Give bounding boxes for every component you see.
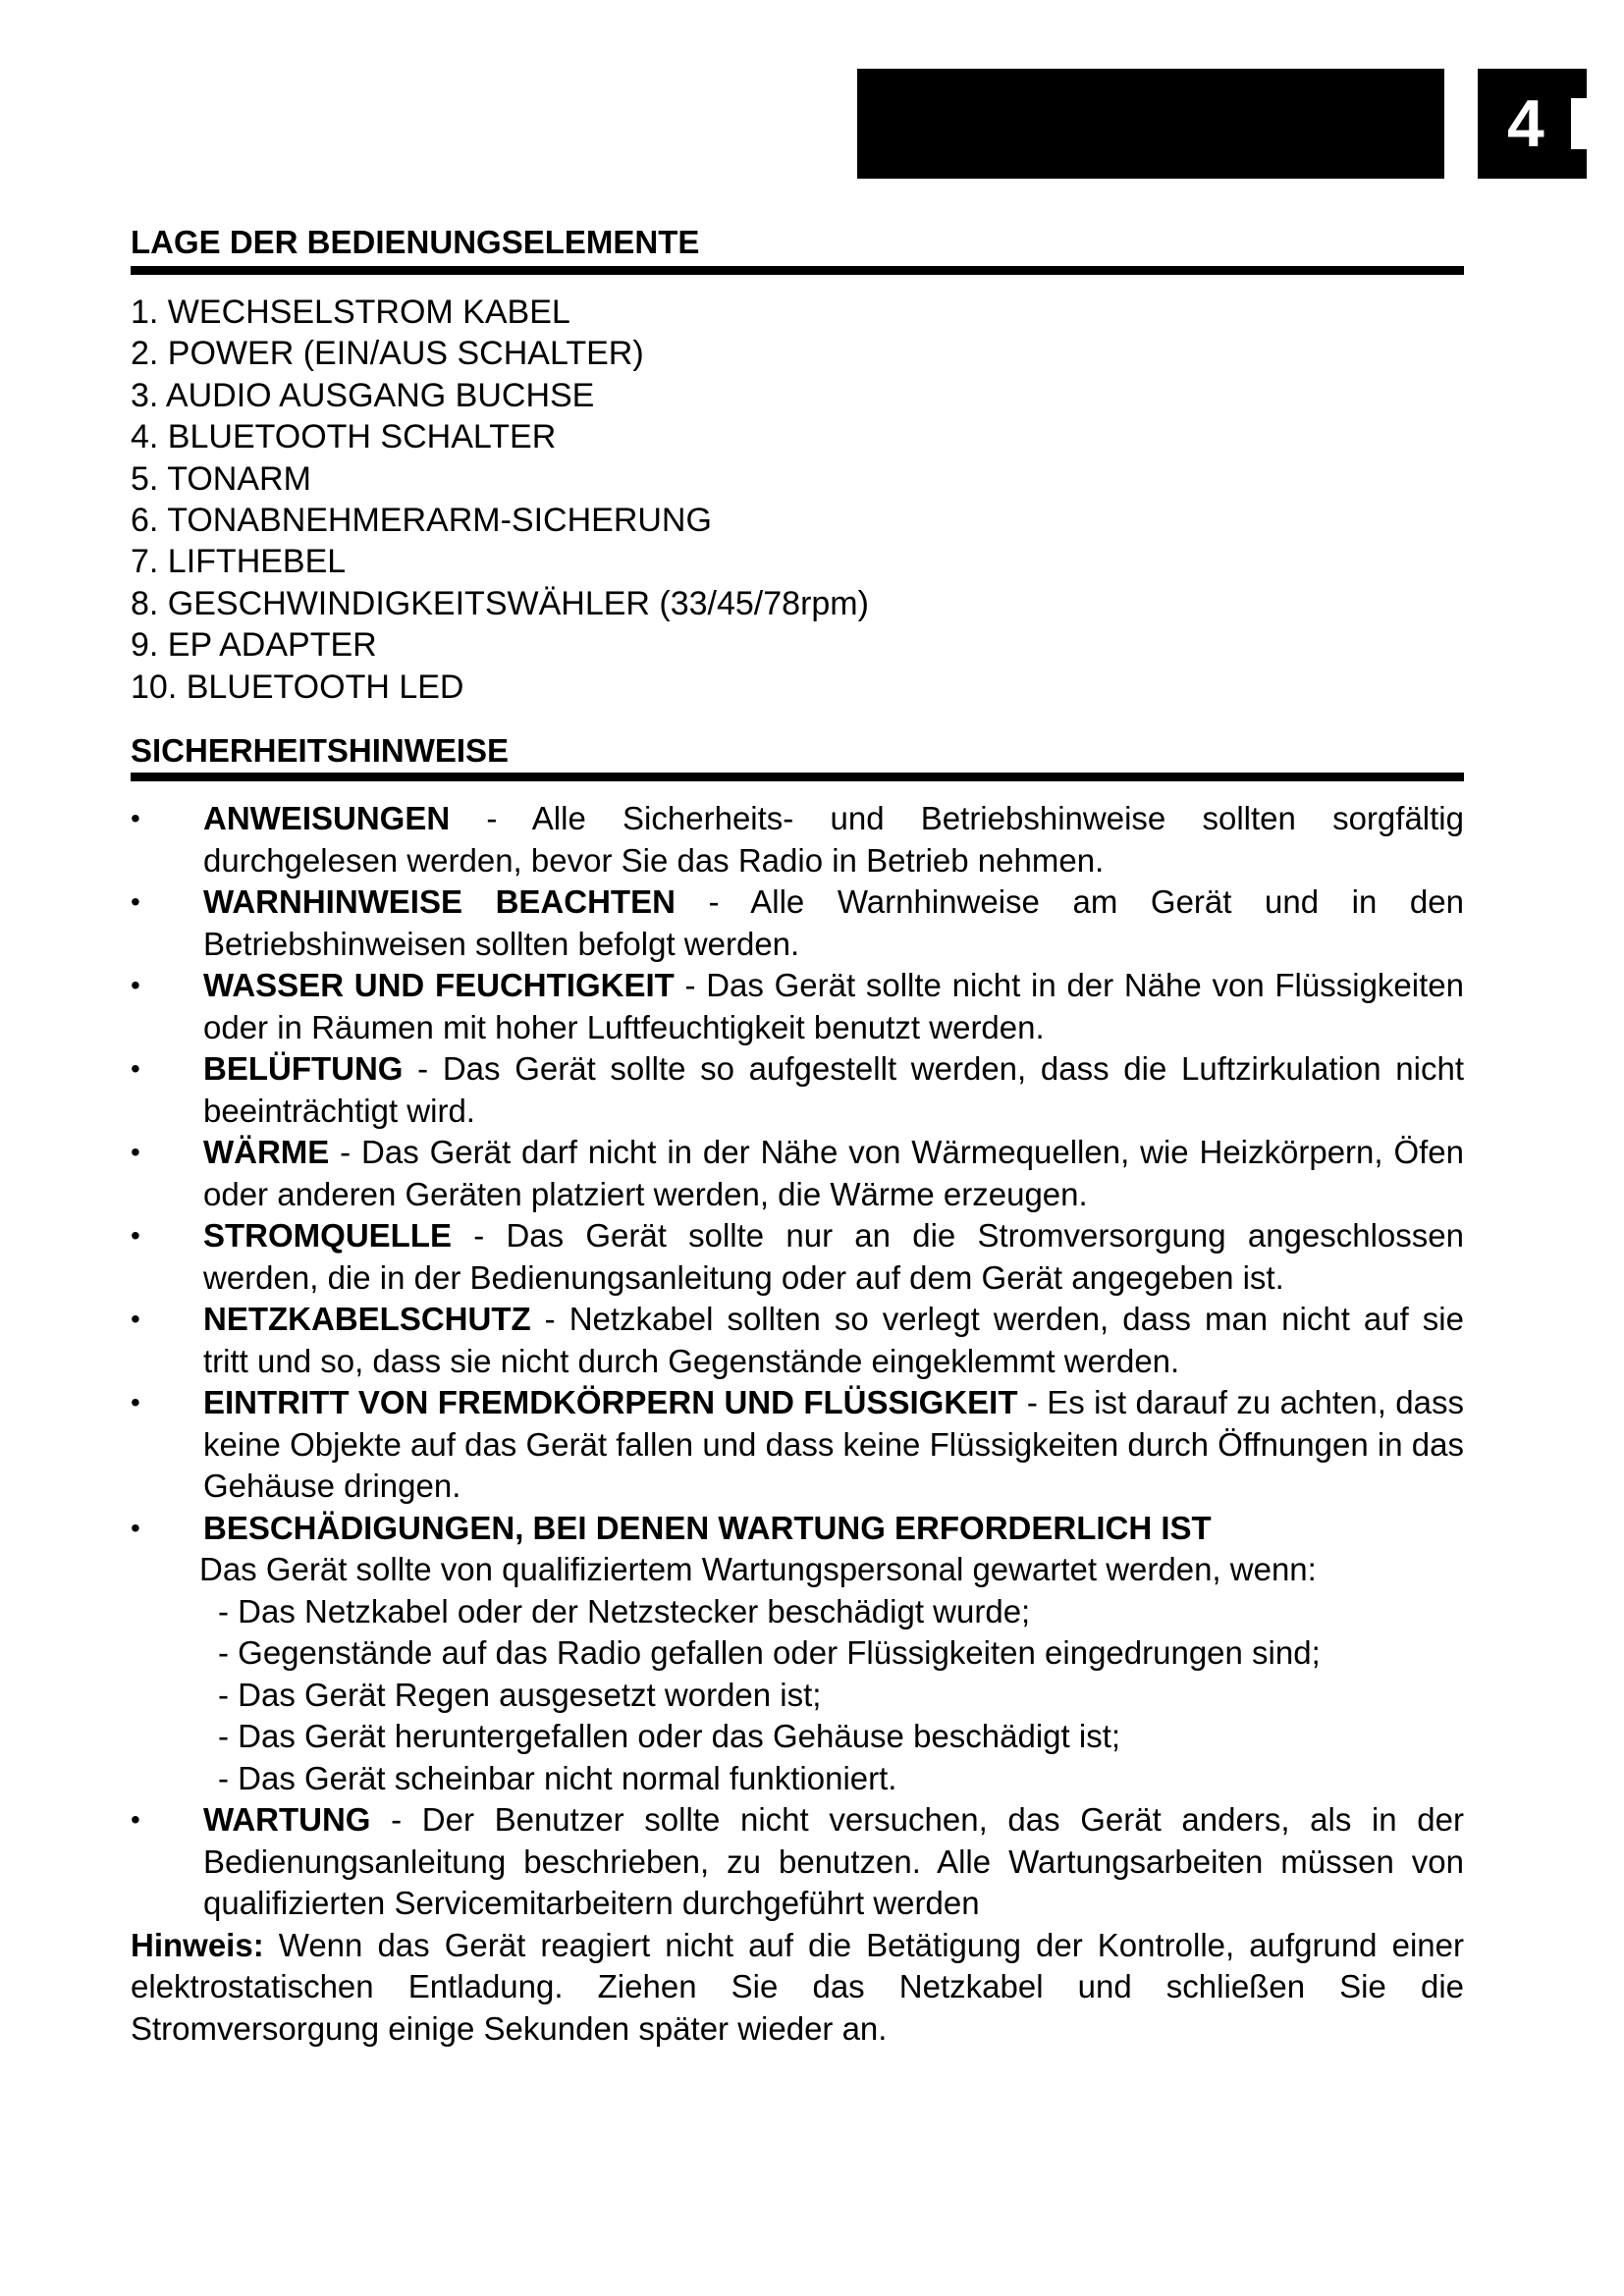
controls-title-rule <box>131 266 1464 275</box>
controls-list-item: 2. POWER (EIN/AUS SCHALTER) <box>131 335 644 373</box>
damage-condition: - Das Gerät scheinbar nicht normal funktioniert. <box>218 1759 897 1796</box>
safety-section-title: SICHERHEITSHINWEISE <box>131 732 510 769</box>
safety-item-heading: EINTRITT VON FREMDKÖRPERN UND FLÜSSIGKEIT <box>203 1384 1018 1420</box>
controls-list-item: 3. AUDIO AUSGANG BUCHSE <box>131 376 595 414</box>
controls-list-item: 6. TONABNEHMERARM-SICHERUNG <box>131 502 712 540</box>
safety-item-wartung <box>131 1799 1464 1925</box>
controls-list-item: 5. TONARM <box>131 459 311 498</box>
controls-list-item: 1. WECHSELSTROM KABEL <box>131 294 570 331</box>
damage-conditions <box>203 1591 1464 1800</box>
safety-item-warnhinweise <box>131 881 1464 965</box>
safety-item-text: - Netzkabel sollten so verlegt werden, dass man nicht auf sie tritt und so, dass sie nicht durch Gegenstände eingeklemmt werden. <box>203 1301 1464 1379</box>
safety-item-wasser <box>131 965 1464 1048</box>
bullet: • <box>131 970 140 1000</box>
safety-item-heading: ANWEISUNGEN <box>203 800 451 836</box>
safety-item-text: - Das Gerät sollte so aufgestellt werden, dass die Luftzirkulation nicht beeinträchtigt wird. <box>203 1050 1464 1129</box>
safety-item-text: - Das Gerät sollte nur an die Stromversorgung angeschlossen werden, die in der Bedienungsanleitung oder auf dem Gerät angegeben ist. <box>203 1217 1464 1296</box>
note-text: Wenn das Gerät reagiert nicht auf die Betätigung der Kontrolle, aufgrund einer elektrostatischen Entladung. Ziehen Sie das Netzkabel und schließen Sie die Stromversorgung einige Sekunden später wieder an. <box>131 1926 1464 2047</box>
note <box>131 1925 1464 2051</box>
controls-list-item: 10. BLUETOOTH LED <box>131 667 464 706</box>
safety-item-netzkabelschutz <box>131 1299 1464 1382</box>
safety-item-anweisungen <box>131 798 1464 881</box>
bullet: • <box>131 1512 140 1543</box>
controls-list <box>131 292 869 708</box>
tab-notch <box>1571 98 1587 149</box>
damage-intro: Das Gerät sollte von qualifiziertem Wartungspersonal gewartet werden, wenn: <box>199 1551 1317 1587</box>
safety-item-stromquelle <box>131 1215 1464 1299</box>
damage-condition: - Das Gerät heruntergefallen oder das Gehäuse beschädigt ist; <box>218 1718 1121 1754</box>
bullet: • <box>131 1304 140 1334</box>
safety-item-text: - Alle Warnhinweise am Gerät und in den Betriebshinweisen sollten befolgt werden. <box>203 883 1464 962</box>
safety-title-rule <box>131 773 1464 781</box>
safety-item-waerme <box>131 1132 1464 1215</box>
bullet: • <box>131 803 140 833</box>
note-label: Hinweis: <box>131 1926 264 1963</box>
safety-item-text: - Es ist darauf zu achten, dass keine Objekte auf das Gerät fallen und dass keine Flüssigkeiten durch Öffnungen in das Gehäuse dringen. <box>203 1384 1464 1504</box>
safety-item-heading: BELÜFTUNG <box>203 1050 404 1087</box>
safety-item-heading: WASSER UND FEUCHTIGKEIT <box>203 967 675 1003</box>
page-number: 4 <box>1507 86 1544 161</box>
bullet: • <box>131 1804 140 1835</box>
damage-condition: - Das Netzkabel oder der Netzstecker beschädigt wurde; <box>218 1592 1031 1629</box>
header-bar <box>857 69 1444 179</box>
safety-item-fremdkoerper <box>131 1382 1464 1508</box>
safety-item-heading: STROMQUELLE <box>203 1217 452 1254</box>
controls-list-item: 7. LIFTHEBEL <box>131 543 347 581</box>
safety-item-text: - Das Gerät darf nicht in der Nähe von Wärmequellen, wie Heizkörpern, Öfen oder anderen Geräten platziert werden, die Wärme erzeugen. <box>203 1134 1464 1212</box>
safety-item-heading: NETZKABELSCHUTZ <box>203 1301 531 1337</box>
safety-item-text: - Das Gerät sollte nicht in der Nähe von Flüssigkeiten oder in Räumen mit hoher Luftfeuchtigkeit benutzt werden. <box>203 967 1464 1045</box>
bullet: • <box>131 1220 140 1251</box>
damage-condition: - Das Gerät Regen ausgesetzt worden ist; <box>218 1676 822 1713</box>
safety-item-heading: BESCHÄDIGUNGEN, BEI DENEN WARTUNG ERFORDERLICH IST <box>203 1509 1212 1546</box>
page-number-tab <box>1478 69 1587 179</box>
bullet: • <box>131 1137 140 1167</box>
safety-item-text: - Der Benutzer sollte nicht versuchen, das Gerät anders, als in der Bedienungsanleitung beschrieben, zu benutzen. Alle Wartungsarbeiten müssen von qualifizierten Servicemitarbeitern durchgeführt werden <box>203 1801 1464 1921</box>
safety-item-belueftung <box>131 1048 1464 1132</box>
safety-item-heading: WARTUNG <box>203 1801 371 1838</box>
controls-list-item: 4. BLUETOOTH SCHALTER <box>131 418 557 456</box>
controls-section-title: LAGE DER BEDIENUNGSELEMENTE <box>131 224 700 260</box>
safety-list <box>131 798 1464 2050</box>
controls-list-item: 8. GESCHWINDIGKEITSWÄHLER (33/45/78rpm) <box>131 584 869 622</box>
bullet: • <box>131 1053 140 1084</box>
bullet: • <box>131 886 140 917</box>
safety-item-text: - Alle Sicherheits- und Betriebshinweise sollten sorgfältig durchgelesen werden, bevor Sie das Radio in Betrieb nehmen. <box>203 800 1464 879</box>
safety-item-heading: WÄRME <box>203 1134 330 1170</box>
safety-item-heading: WARNHINWEISE BEACHTEN <box>203 883 676 920</box>
safety-item-beschaedigungen <box>131 1508 1464 1800</box>
damage-condition: - Gegenstände auf das Radio gefallen oder Flüssigkeiten eingedrungen sind; <box>218 1634 1321 1671</box>
bullet: • <box>131 1387 140 1417</box>
controls-list-item: 9. EP ADAPTER <box>131 626 377 665</box>
